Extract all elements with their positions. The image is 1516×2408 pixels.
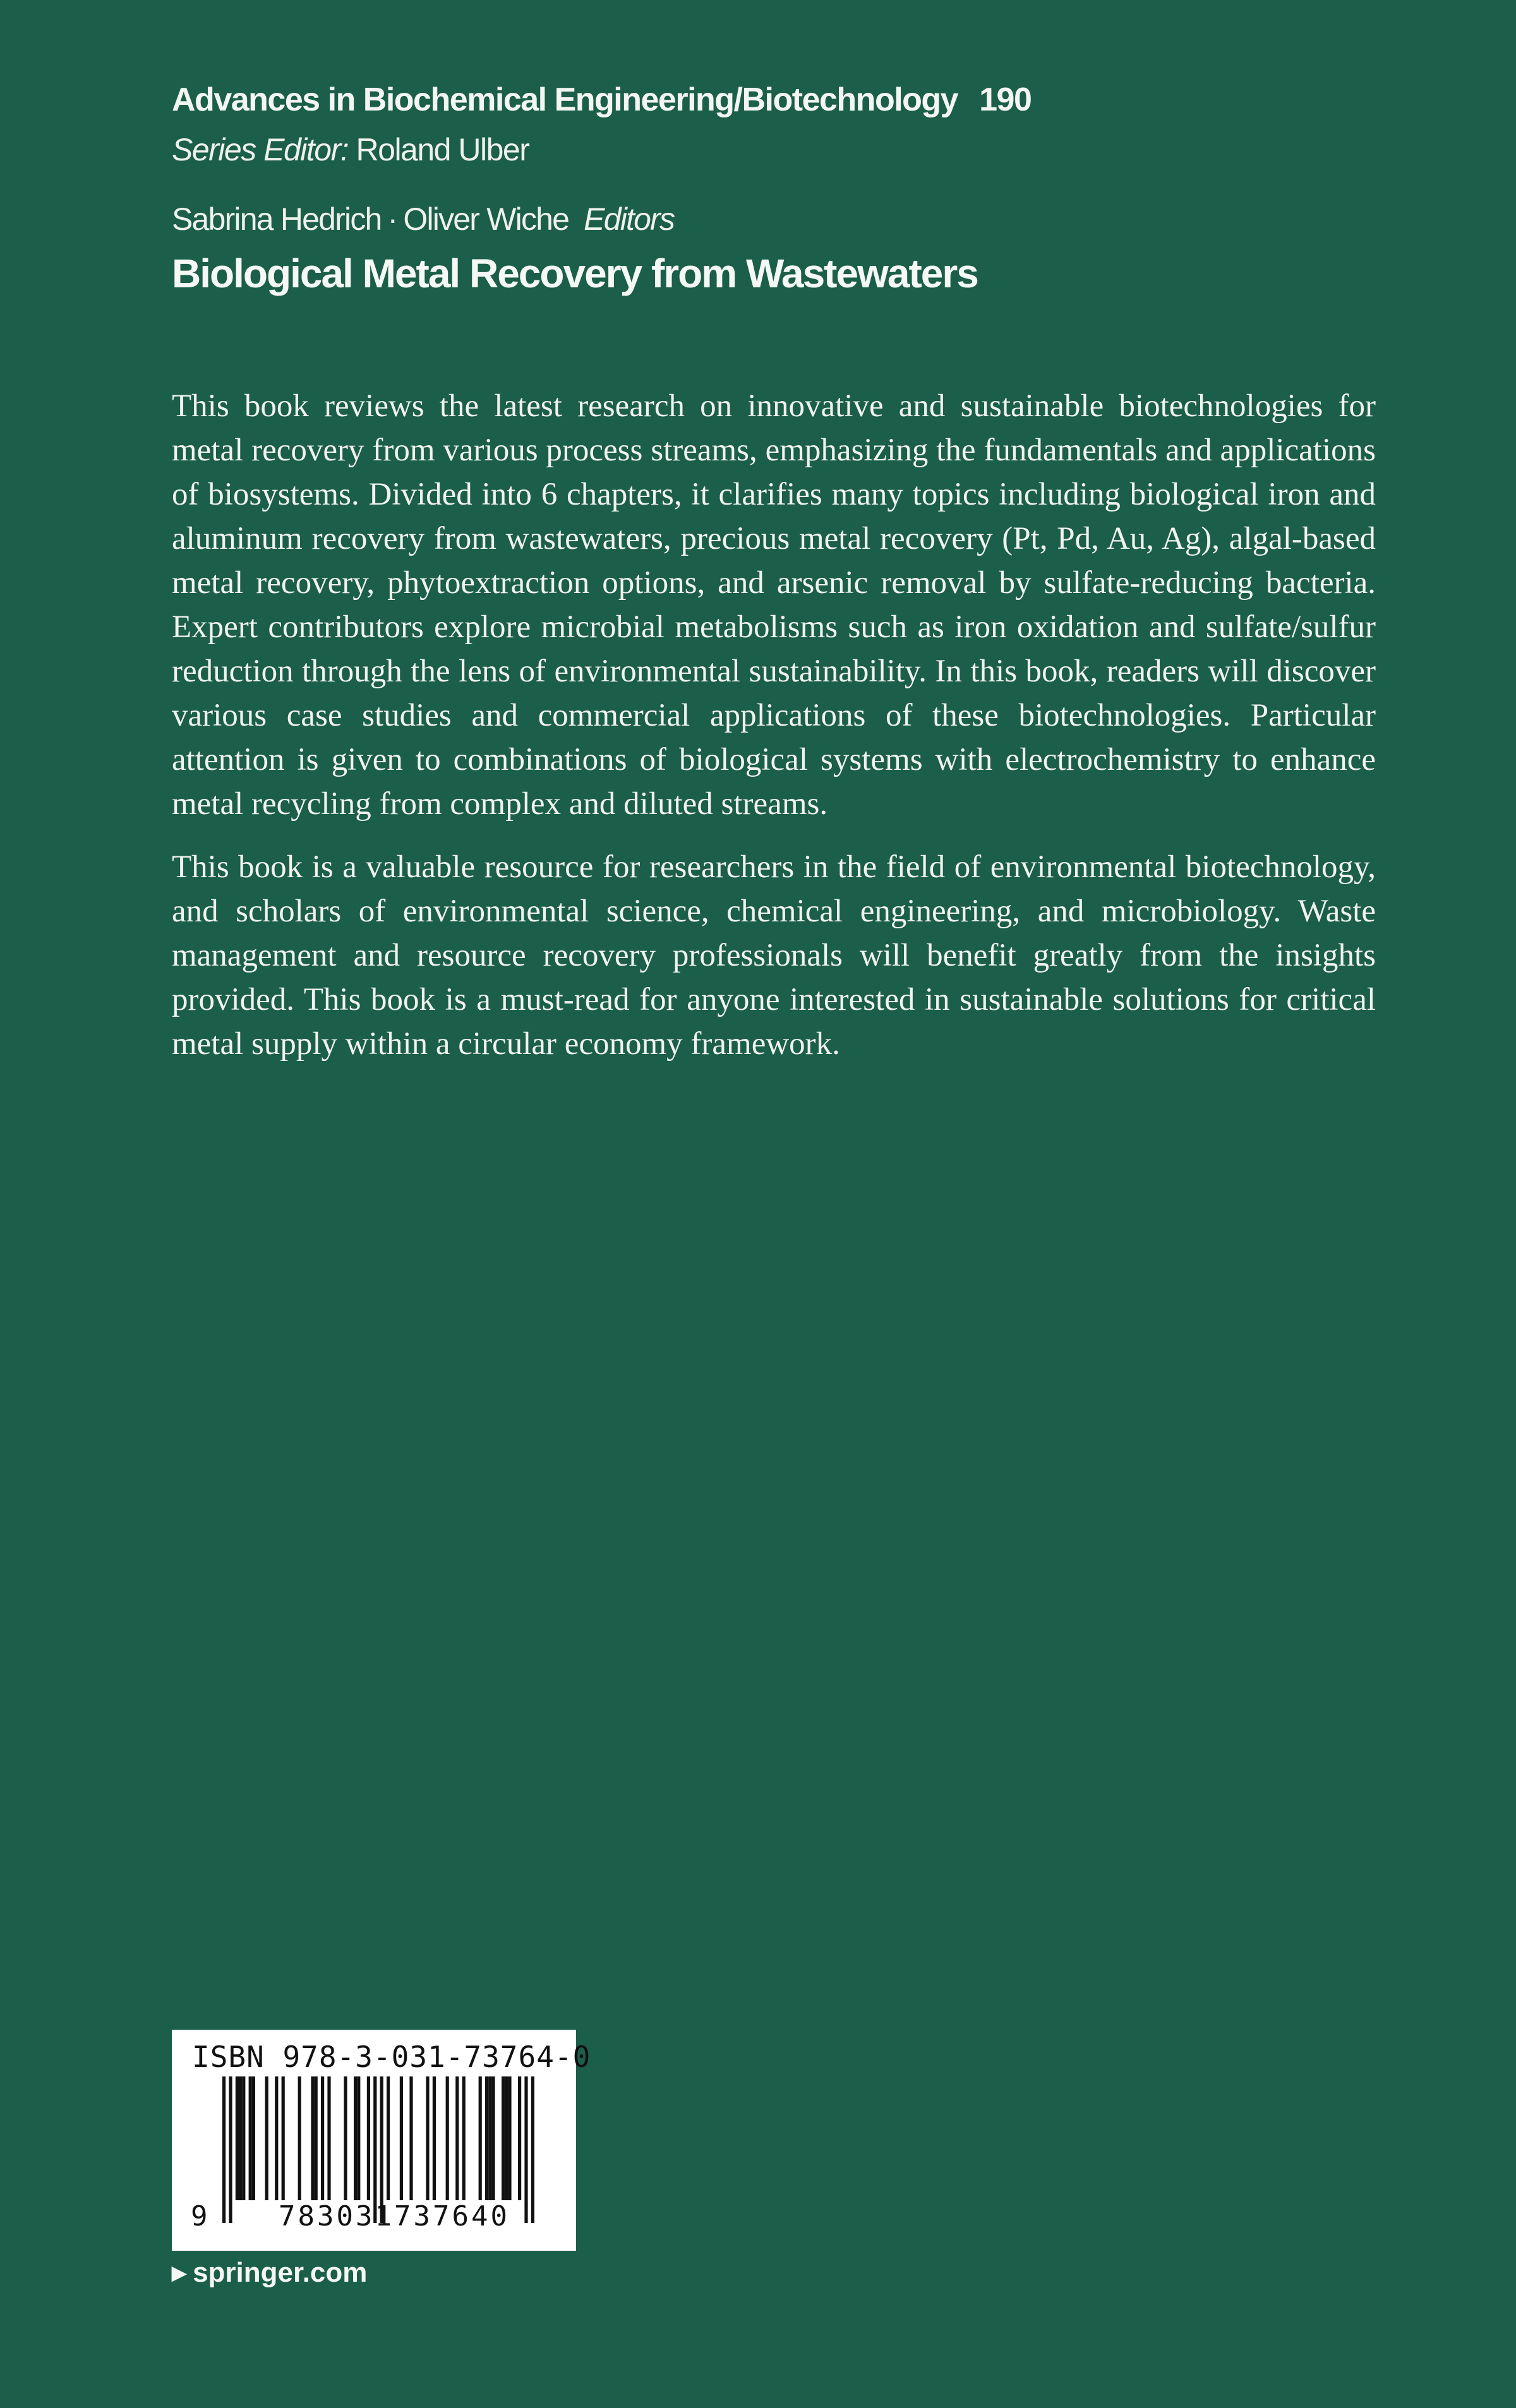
barcode-bar [488,2076,491,2200]
barcode-bar [502,2076,505,2200]
barcode-bar [433,2076,436,2200]
isbn-text: ISBN 978-3-031-73764-0 [192,2040,591,2074]
ean-lead-digit: 9 [191,2200,208,2232]
barcode-bar [239,2076,242,2200]
series-editor-name: Roland Ulber [356,132,529,167]
barcode-bar [354,2076,357,2200]
series-name: Advances in Biochemical Engineering/Biotechnology [172,81,958,118]
barcode-bar [311,2076,314,2200]
barcode-bar [508,2076,511,2200]
barcode-bar [327,2076,330,2200]
barcode-bar [252,2076,255,2200]
publisher-url: springer.com [193,2257,368,2288]
barcode-bar [387,2076,390,2200]
barcode-bar [265,2076,268,2200]
editor-first: Sabrina Hedrich [172,201,382,237]
barcode-bar [426,2076,429,2200]
barcode-bar [275,2076,278,2200]
barcode-bar [249,2076,252,2200]
barcode-bar [446,2076,449,2200]
barcode-bar [479,2076,482,2200]
blurb-paragraph-2: This book is a valuable resource for researchers in the field of environmental biotechnology, and scholars of environmental science, chemical engineering, and microbiology. Waste management and resource recovery professionals will benefit greatly from the insights provided. This book is a must-read for anyone interested in sustainable solutions for critical metal supply within a circular economy framework. [172,849,1376,1062]
ean-digits: 783031737640 [279,2200,510,2232]
editor-second: Oliver Wiche [403,201,569,237]
barcode-bar [400,2076,403,2200]
barcode-bar [298,2076,301,2200]
barcode-bar [242,2076,245,2200]
barcode-bar [505,2076,508,2200]
barcode-bar [518,2076,521,2200]
barcode-bar [485,2076,488,2200]
barcode-bar [367,2076,370,2200]
barcode-bar [236,2076,239,2200]
barcode-bar [344,2076,347,2200]
book-editors [172,201,674,237]
editor-separator: · [387,201,397,237]
barcode-bar [321,2076,324,2200]
barcode-bar [315,2076,318,2200]
barcode-bar [409,2076,412,2200]
series-editor-label: Series Editor: [172,132,349,167]
barcode-bar [462,2076,466,2200]
barcode-bar [491,2076,495,2200]
series-editor [172,131,529,168]
barcode-bar [222,2076,226,2223]
barcode-bar [357,2076,360,2200]
barcode-bar [455,2076,459,2200]
right-triangle-icon: ▶ [172,2262,187,2284]
publisher-link[interactable] [172,2257,367,2289]
barcode-bar [282,2076,285,2200]
isbn-barcode [172,2030,591,2251]
blurb [172,384,1376,1085]
editors-role: Editors [584,201,675,237]
series-line [172,81,1031,119]
book-title: Biological Metal Recovery from Wastewaters [172,251,978,296]
volume-number: 190 [979,81,1032,118]
blurb-paragraph-1: This book reviews the latest research on innovative and sustainable biotechnologies for metal recovery from various process streams, emphasizing the fundamentals and applications of biosystems. Divided into 6 chapters, it clarifies many topics including biological iron and aluminum recovery from wastewaters, precious metal recovery (Pt, Pd, Au, Ag), algal-based metal recovery, phytoextraction options, and arsenic removal by sulfate-reducing bacteria. Expert contributors explore microbial metabolisms such as iron oxidation and sulfate/sulfur reduction through the lens of environmental sustainability. In this book, readers will discover various case studies and commercial applications of these biotechnologies. Particular attention is given to combinations of biological systems with electrochemistry to enhance metal recycling from complex and diluted streams. [172,388,1376,822]
